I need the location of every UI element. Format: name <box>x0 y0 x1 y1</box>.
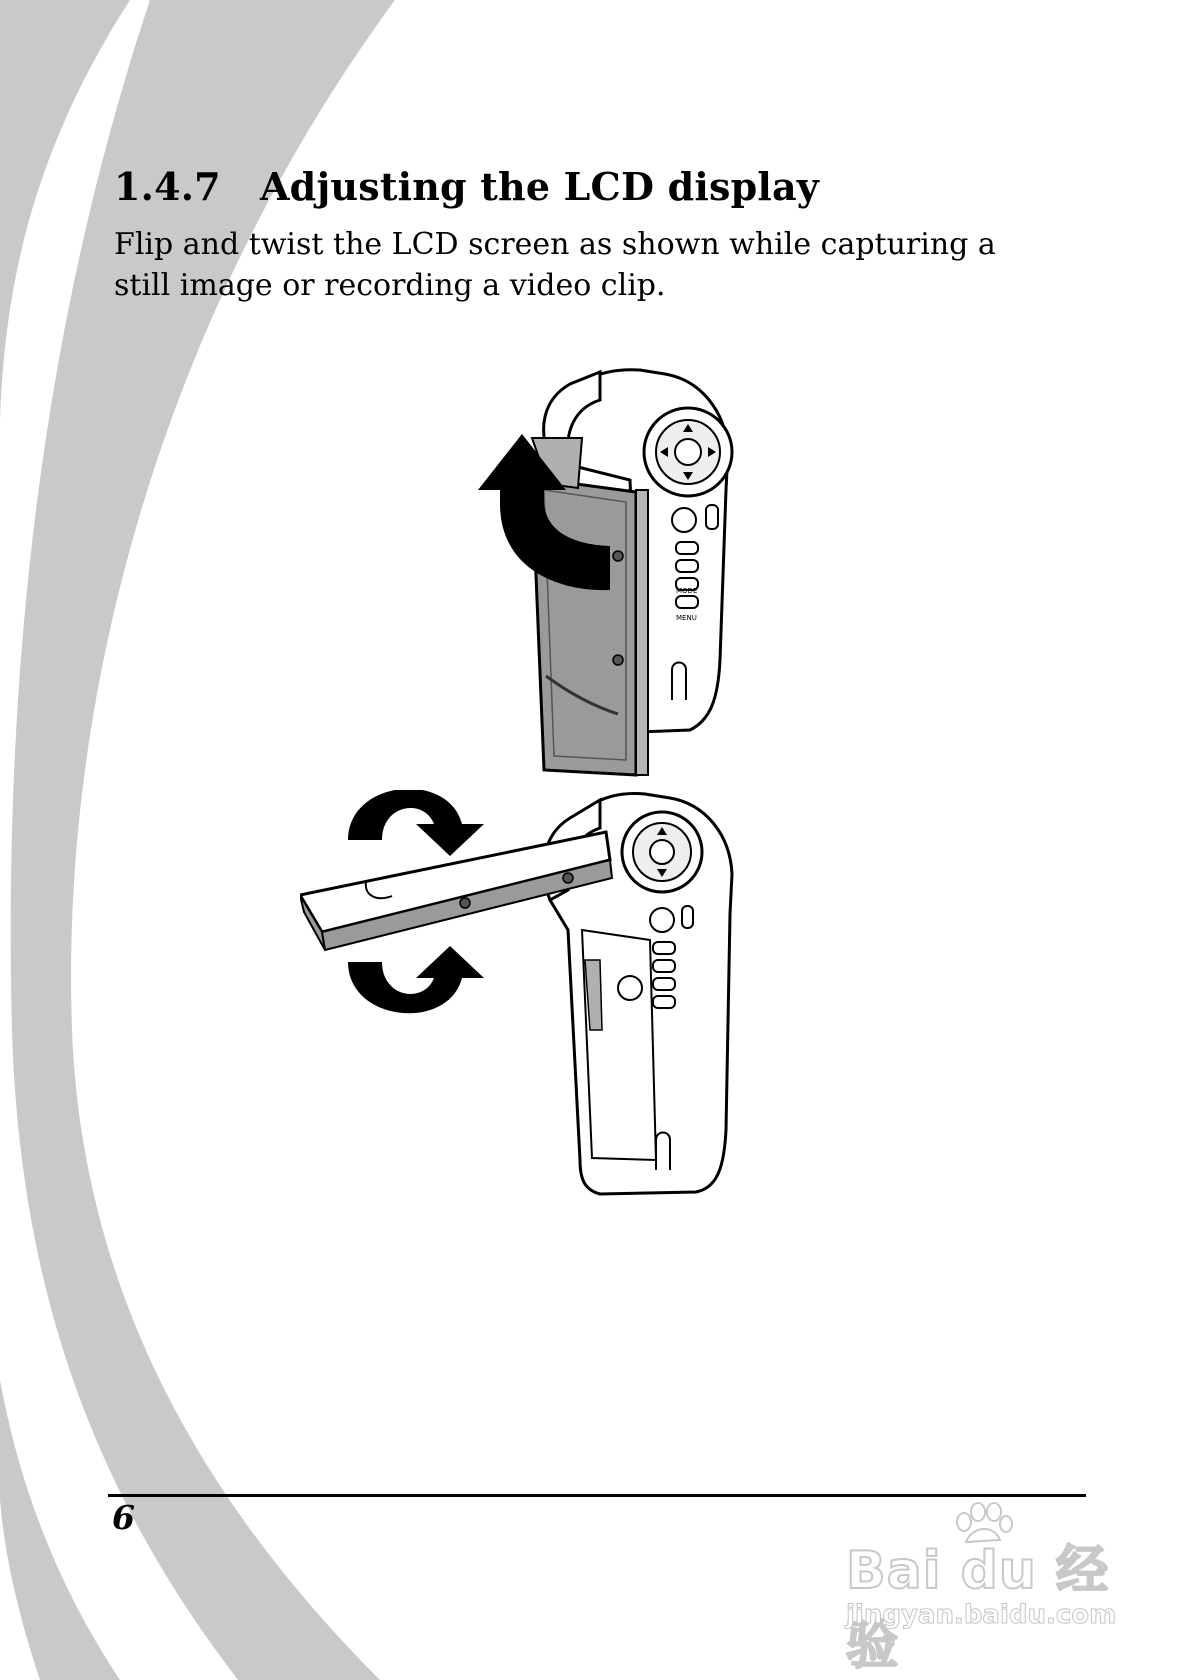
watermark <box>846 1500 1136 1676</box>
camcorder-lcd-twist-illustration <box>300 790 770 1260</box>
section-title: Adjusting the LCD display <box>260 164 820 209</box>
mode-label: MODE <box>676 587 698 595</box>
rotate-up-arrow-icon <box>348 790 484 856</box>
watermark-url: jingyan.baidu.com <box>846 1600 1117 1630</box>
control-dial-icon <box>622 812 702 892</box>
control-dial-icon <box>644 408 732 496</box>
page-number: 6 <box>112 1498 135 1537</box>
body-paragraph: Flip and twist the LCD screen as shown while capturing a still image or recording a video clip. <box>114 227 996 303</box>
rotate-down-arrow-icon <box>348 946 484 1013</box>
camcorder-lcd-flip-illustration <box>450 360 750 780</box>
section-heading <box>114 164 819 209</box>
footer-rule <box>108 1494 1086 1497</box>
section-number: 1.4.7 <box>114 164 221 209</box>
menu-label: MENU <box>676 614 697 622</box>
watermark-brand: Bai du 经验 <box>846 1541 1109 1676</box>
